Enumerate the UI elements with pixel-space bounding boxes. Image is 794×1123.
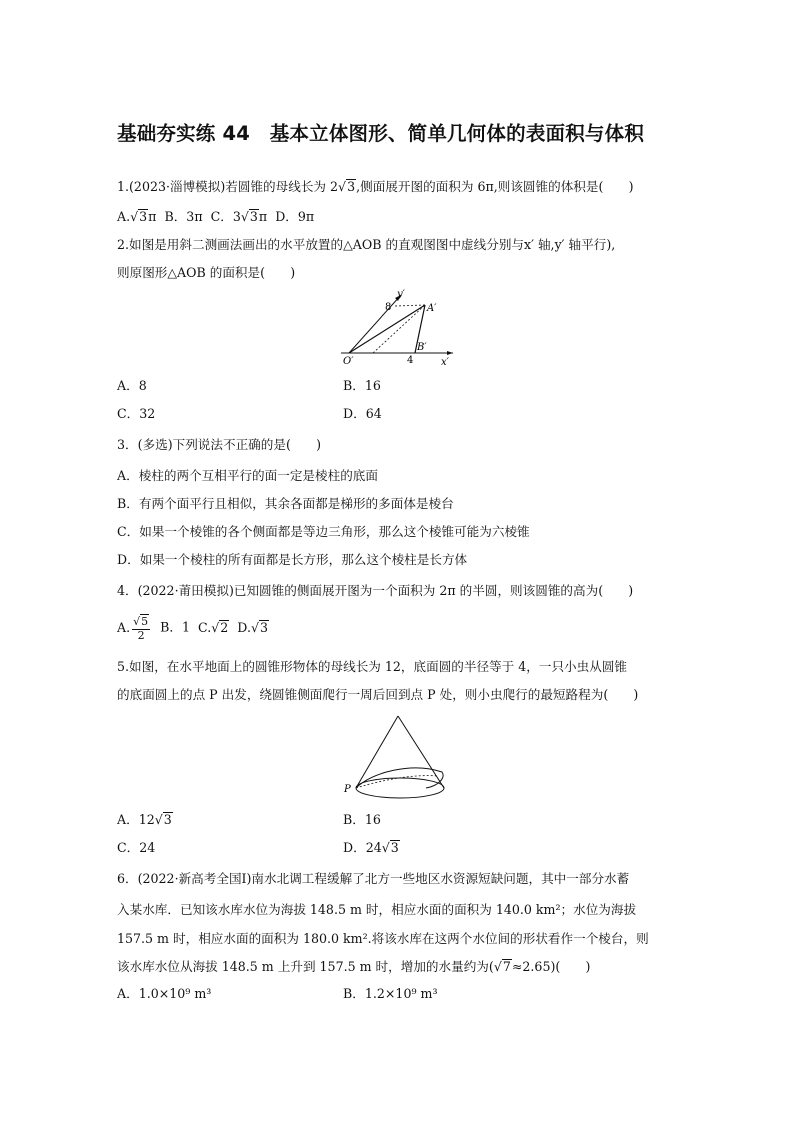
q6-line4 (117, 958, 590, 976)
label-8: 8 (385, 302, 392, 313)
sqrt-sign: √ (211, 619, 220, 635)
q2-line1: 2.如图是用斜二测画法画出的水平放置的△AOB 的直观图图中虚线分别与x′ 轴,y′ 轴平行), (117, 237, 616, 252)
q4-options (117, 614, 269, 642)
dashed-parallel-x (395, 305, 425, 306)
q6-line3: 157.5 m 时，相应水面的面积为 180.0 km².将该水库在这两个水位间的形状看作一个棱台，则 (117, 931, 649, 946)
q6-opt-b: B．1.2×10⁹ m³ (343, 986, 438, 1001)
q4-opt-c-radicand: 2 (220, 619, 229, 635)
q4-opt-d-label: D. (237, 619, 251, 635)
cone-right-edge (398, 716, 444, 788)
q2-opt-c: C．32 (117, 406, 156, 421)
q4-opt-d-radicand: 3 (259, 619, 268, 635)
q4-stem: 4．(2022·莆田模拟)已知圆锥的侧面展开图为一个面积为 2π 的半圆，则该圆锥的高为( ) (117, 583, 634, 598)
q4-opt-c (198, 620, 229, 635)
label-x-prime: x′ (441, 357, 449, 368)
q2-oblique-triangle-figure (335, 287, 465, 369)
page-title: 基础夯实练 44 基本立体图形、简单几何体的表面积与体积 (117, 122, 645, 145)
q1-opt-c-pi: π (258, 209, 268, 224)
sqrt-sign: √ (240, 209, 249, 224)
q1-opt-a-label: A. (117, 209, 131, 224)
sqrt-sign: √ (381, 840, 390, 855)
q1-stem (117, 178, 634, 196)
q1-stem-radicand: 3 (347, 179, 356, 194)
sqrt-sign: √ (250, 619, 259, 635)
sqrt-sign: √ (493, 959, 502, 974)
cone-base-ellipse (356, 778, 444, 798)
q5-opt-b: B．16 (343, 812, 381, 827)
q1-stem-b: ,侧面展开图的面积为 6π,则该圆锥的体积是( ) (356, 179, 634, 194)
q5-line2: 的底面圆上的点 P 出发，绕圆锥侧面爬行一周后回到点 P 处，则小虫爬行的最短路程为( ) (117, 687, 639, 702)
q2-line2: 则原图形△AOB 的面积是( ) (117, 265, 296, 280)
q1-opt-c (211, 209, 268, 224)
q1-opt-b: B．3π (164, 209, 203, 224)
q2-opt-a: A．8 (117, 378, 147, 393)
q1-options (117, 208, 314, 226)
cone-left-edge (356, 716, 398, 788)
q2-opt-d: D．64 (343, 406, 382, 421)
q4-opt-a (117, 615, 152, 642)
sqrt-sign: √ (133, 615, 141, 628)
fraction (132, 614, 150, 642)
label-b-prime: B′ (417, 342, 427, 353)
label-y-prime: y′ (397, 289, 405, 300)
q2-opt-b: B．16 (343, 378, 381, 393)
q6-opt-a: A．1.0×10⁹ m³ (117, 986, 212, 1001)
q6-line4-radicand: 7 (502, 959, 511, 974)
q4-opt-b: B．1 (160, 619, 191, 635)
sqrt-sign: √ (338, 179, 347, 194)
q4-opt-d (237, 620, 269, 635)
label-a-prime: A′ (427, 303, 437, 314)
q1-opt-c-label: C．3 (210, 209, 241, 224)
q3-opt-c: C．如果一个棱锥的各个侧面都是等边三角形，那么这个棱锥可能为六棱锥 (117, 524, 530, 539)
q6-line4-tail: ≈2.65)( ) (511, 959, 591, 974)
q5-opt-d-label: D．24 (343, 840, 382, 855)
label-p: P (344, 784, 351, 795)
fraction-denominator: 2 (137, 629, 145, 642)
fraction-numerator (132, 614, 150, 630)
q1-opt-a-radicand: 3 (139, 209, 148, 224)
q5-opt-a-label: A．12 (117, 812, 155, 827)
label-4: 4 (407, 355, 414, 366)
q3-opt-a: A．棱柱的两个互相平行的面一定是棱柱的底面 (117, 468, 378, 483)
q5-cone-figure (342, 712, 450, 804)
q5-opt-d-radicand: 3 (390, 840, 399, 855)
q3-stem: 3．(多选)下列说法不正确的是( ) (117, 437, 321, 452)
label-o-prime: O′ (343, 356, 354, 367)
q1-opt-c-radicand: 3 (249, 209, 258, 224)
q6-line2: 入某水库．已知该水库水位为海拔 148.5 m 时，相应水面的面积为 140.0 km²；水位为海拔 (117, 902, 637, 917)
q4-opt-c-label: C. (198, 619, 212, 635)
q6-line4-text: 该水库水位从海拔 148.5 m 上升到 157.5 m 时，增加的水量约为( (117, 959, 494, 974)
x-axis-arrow-icon (447, 351, 453, 355)
q3-opt-b: B．有两个面平行且相似，其余各面都是梯形的多面体是棱台 (117, 496, 454, 511)
q3-opt-d: D．如果一个棱柱的所有面都是长方形，那么这个棱柱是长方体 (117, 552, 468, 567)
q1-opt-a (117, 209, 156, 224)
q1-stem-a: 1.(2023·淄博模拟)若圆锥的母线长为 2 (117, 179, 339, 194)
q5-opt-d (343, 839, 400, 857)
q5-opt-a-radicand: 3 (163, 812, 172, 827)
bug-path-hidden (356, 776, 438, 788)
q5-opt-a (117, 811, 173, 829)
q4-opt-a-radicand: 5 (141, 615, 149, 628)
q5-opt-c: C．24 (117, 840, 156, 855)
q1-opt-d: D．9π (275, 209, 315, 224)
sqrt-sign: √ (130, 209, 139, 224)
q6-line1: 6．(2022·新高考全国Ⅰ)南水北调工程缓解了北方一些地区水资源短缺问题，其中一部分水蓄 (117, 871, 630, 886)
q5-line1: 5.如图，在水平地面上的圆锥形物体的母线长为 12，底面圆的半径等于 4，一只小虫从圆锥 (117, 659, 628, 674)
sqrt-sign: √ (154, 812, 163, 827)
y-axis-line (349, 295, 401, 353)
q1-opt-a-pi: π (148, 209, 157, 224)
q4-opt-a-label: A. (117, 619, 131, 635)
